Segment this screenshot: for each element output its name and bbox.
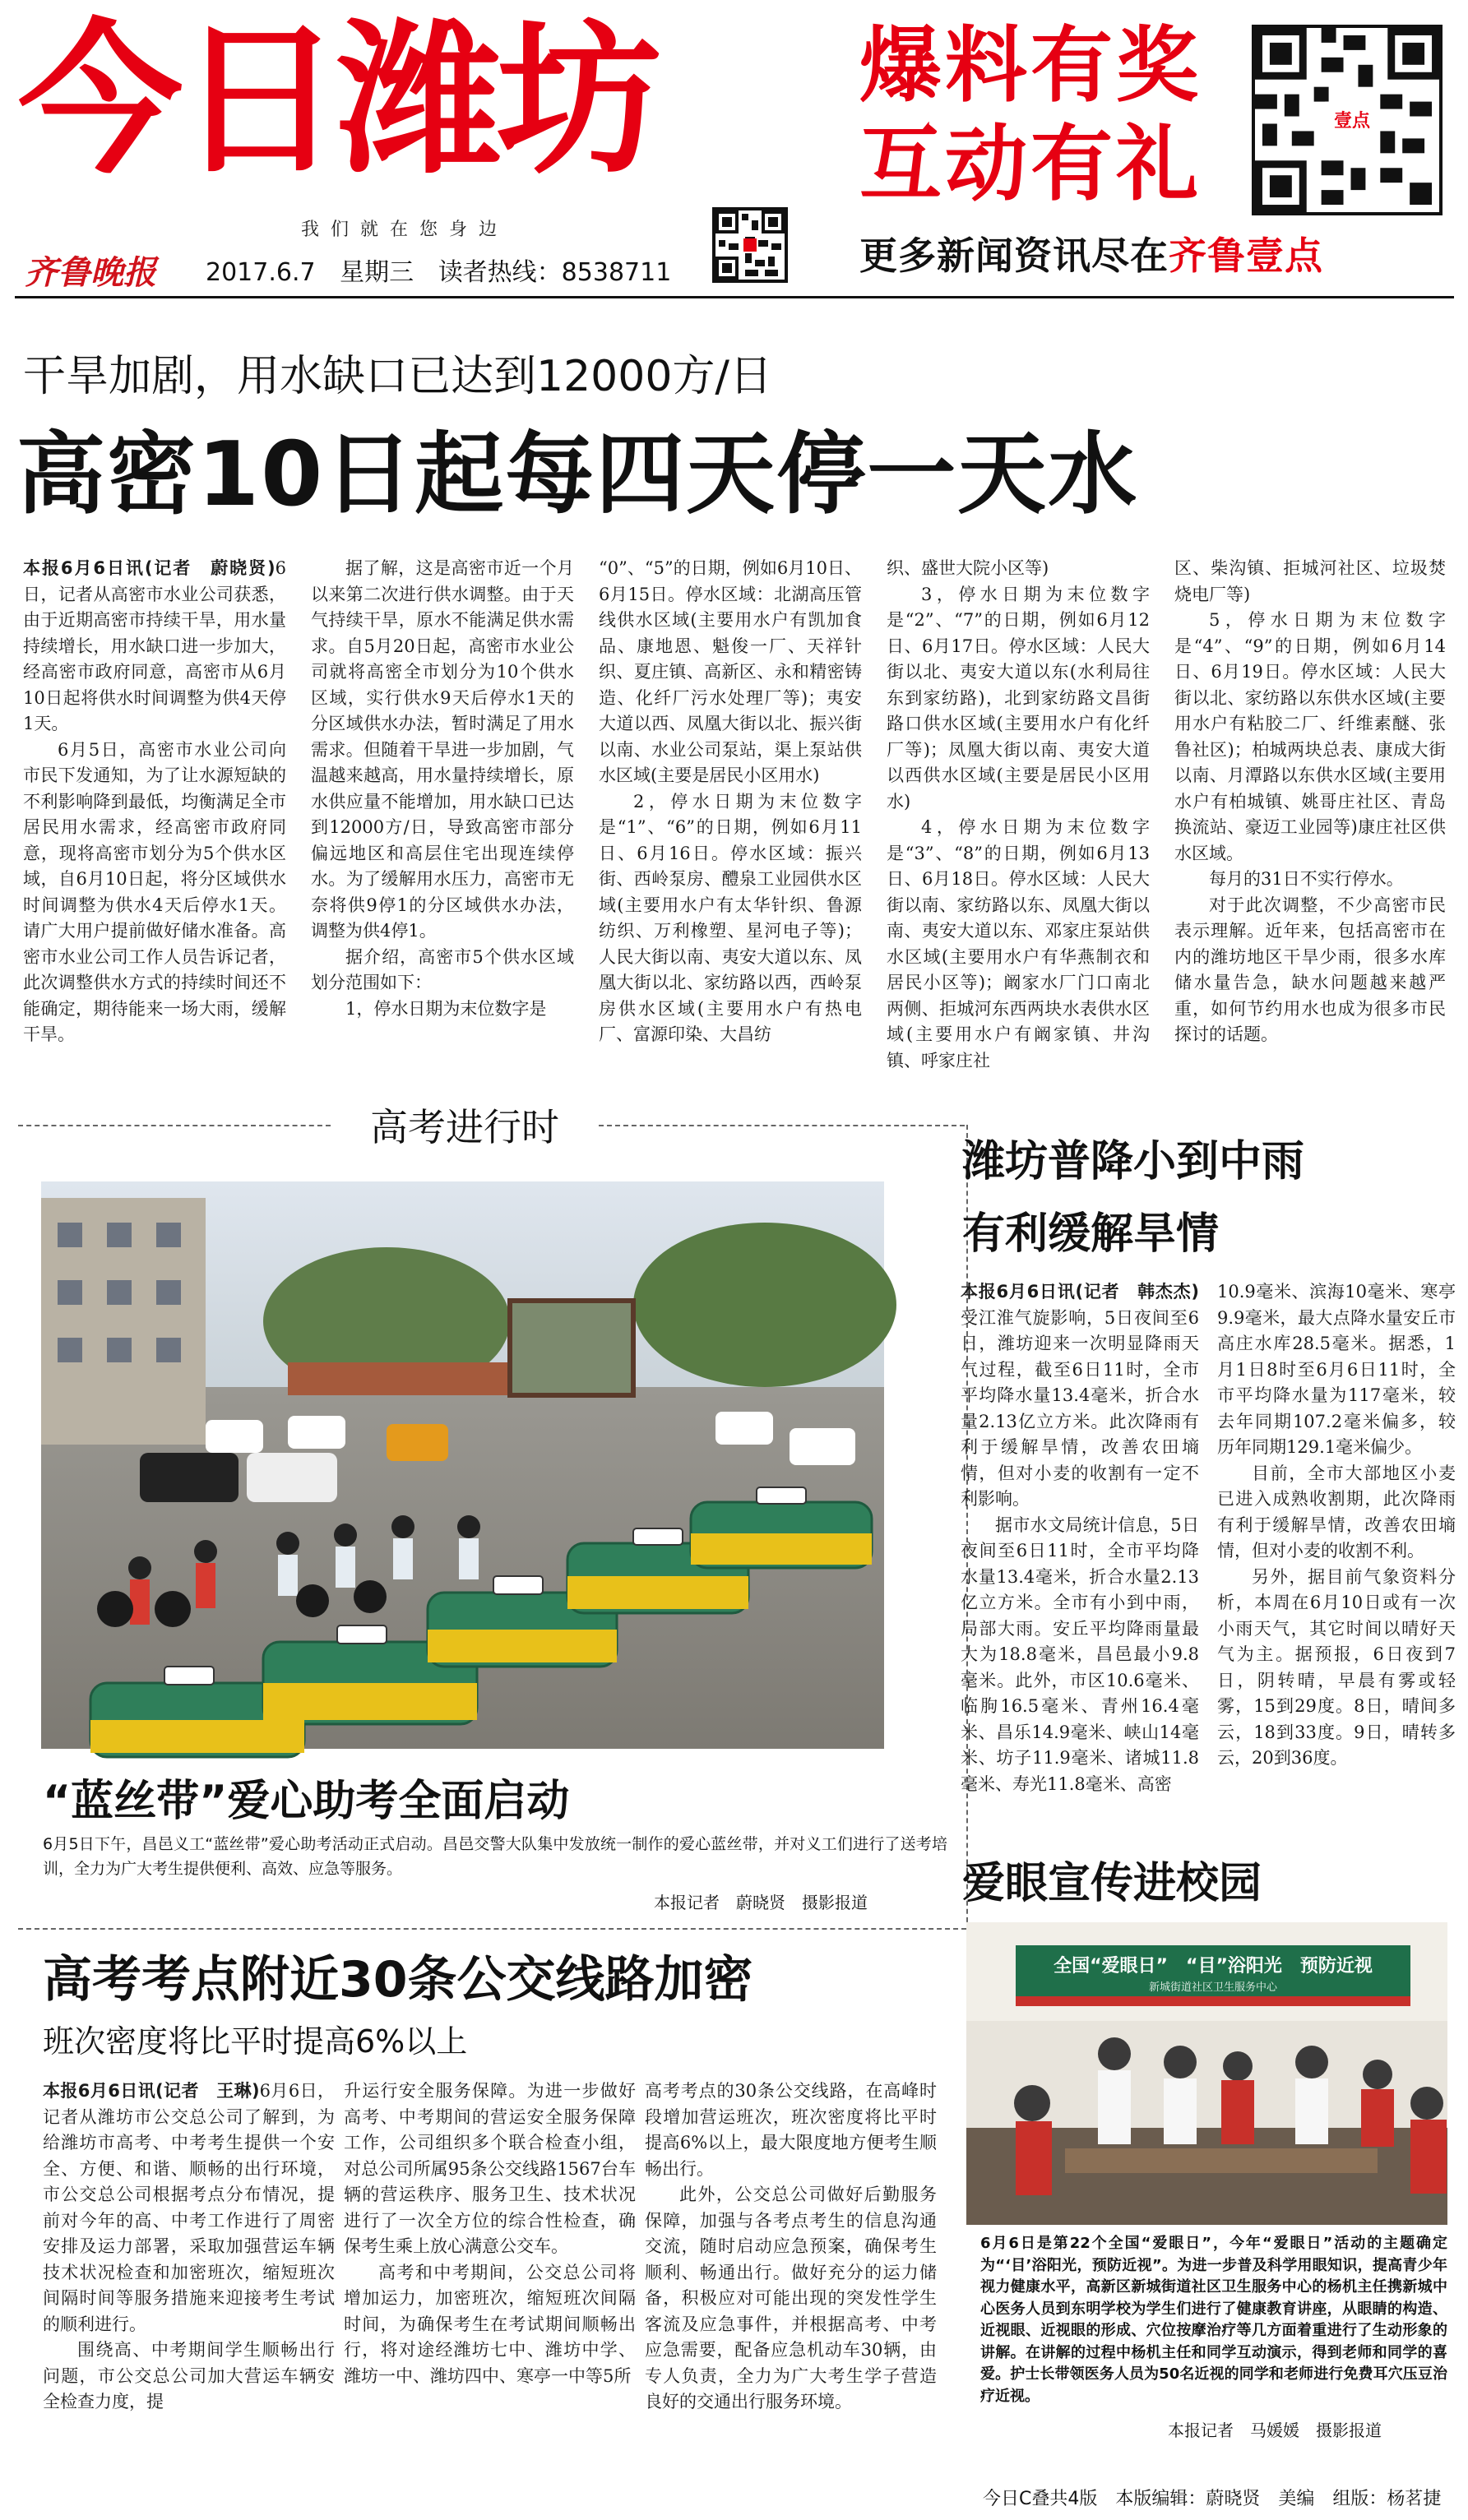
rain-column-1 (961, 1279, 1199, 1838)
bus-subheadline: 班次密度将比平时提高6%以上 (43, 2023, 468, 2060)
rain-col2-text: 10.9毫米、滨海10毫米、寒亭9.9毫米，最大点降水量安丘市高庄水库28.5毫米。据悉，1月1日8时至6月6日11时，全市平均降水量为117毫米，较去年同期107.2毫米偏多，较历年同期129.1毫米偏少。 (1217, 1282, 1456, 1457)
lead-column-1 (23, 556, 286, 1049)
lead-col5b-text: 5，停水日期为末位数字是“4”、“9”的日期，例如6月14日、6月19日。停水区域：人民大街以北、家纺路以东供水区域(主要用水户有粘胶二厂、纤维素醚、张鲁社区)；柏城两块总表、康成大街以南、月潭路以东供水区域(主要用水户有柏城镇、姚哥庄社区、青岛换流站、豪迈工业园等)康庄社区供水区域。 (1174, 610, 1446, 863)
rain-byline: 本报6月6日讯(记者 韩杰杰) (961, 1282, 1199, 1302)
lead-col2b-text: 据介绍，高密市5个供水区域划分范围如下： (311, 946, 574, 992)
bus-col2-text: 升运行安全服务保障。为进一步做好高考、中考期间的营运安全服务保障工作，公司组织多个联合检查小组，对总公司所属95条公交线路1567台车辆的营运秩序、服务卫生、技术状况进行了一次全方位的综合性检查，确保考生乘上放心满意公交车。 (344, 2081, 636, 2256)
rain-col2b-text: 目前，全市大部地区小麦已进入成熟收割期，此次降雨有利于缓解旱情，改善农田墒情，但对小麦的收割不利。 (1217, 1463, 1456, 1561)
rain-headline-1: 潍坊普降小到中雨 (962, 1137, 1305, 1186)
masthead-slogan: 我们就在您身边 (300, 220, 508, 240)
lead-col1-text: 6日，记者从高密市水业公司获悉，由于近期高密市持续干旱，用水量持续增长，用水缺口进一步加大，经高密市政府同意，高密市从6月10日起将供水时间调整为供4天停1天。 (23, 558, 286, 733)
promo-line-2: 互动有礼 (859, 116, 1202, 212)
promo-line-1: 爆料有奖 (859, 17, 1202, 113)
lead-col1b-text: 6月5日，高密市水业公司向市民下发通知，为了让水源短缺的不利影响降到最低，均衡满足全市居民用水需求，经高密市政府同意，现将高密市划分为5个供水区域，自6月10日起，将分区域供水时间调整为供水4天后停水1天。请广大用户提前做好储水准备。高密市水业公司工作人员告诉记者，此次调整供水方式的持续时间还不能确定，期待能来一场大雨，缓解干旱。 (23, 739, 286, 1044)
rain-col1-text: 受江淮气旋影响，5日夜间至6日，潍坊迎来一次明显降雨天气过程，截至6日11时，全市平均降水量13.4毫米，折合水量2.13亿立方米。此次降雨有利于缓解旱情，改善农田墒情，但对小麦的收割有一定不利影响。 (961, 1307, 1199, 1509)
lead-col5d-text: 对于此次调整，不少高密市民表示理解。近年来，包括高密市在内的潍坊地区干旱少雨，很多水库储水量告急，缺水问题越来越严重，如何节约用水也成为很多市民探讨的话题。 (1174, 895, 1446, 1044)
lead-col4-text: 织、盛世大院小区等) (887, 558, 1049, 578)
bus-column-3 (645, 2078, 937, 2490)
section-rule-left (18, 1125, 331, 1126)
bus-col1b-text: 围绕高、中考期间学生顺畅出行问题，市公交总公司加大营运车辆安全检查力度，提 (43, 2340, 335, 2411)
lead-column-2 (311, 556, 574, 1049)
lead-column-4 (887, 556, 1150, 1070)
rain-column-2 (1217, 1279, 1456, 1838)
eye-banner-text: 全国“爱眼日” “目”浴阳光 预防近视 (1054, 1956, 1373, 1977)
eye-credit: 本报记者 马媛媛 摄影报道 (1168, 2421, 1382, 2440)
gaokao-section-title: 高考进行时 (370, 1105, 559, 1149)
dateline (206, 252, 699, 288)
lead-headline: 高密10日起每四天停一天水 (16, 423, 1139, 526)
lead-col5-text: 区、柴沟镇、拒城河社区、垃圾焚烧电厂等) (1174, 558, 1446, 604)
lead-byline: 本报6月6日讯(记者 蔚晓贤) (23, 558, 276, 578)
bus-column-2 (344, 2078, 636, 2490)
promo-qr-code[interactable] (1252, 25, 1443, 215)
bus-col3-text: 高考考点的30条公交线路，在高峰时段增加营运班次，班次密度将比平时提高6%以上，最大限度地方便考生顺畅出行。 (645, 2081, 937, 2179)
lead-col4b-text: 3，停水日期为末位数字是“2”、“7”的日期，例如6月12日、6月17日。停水区域：人民大街以北、夷安大道以东(水利局往东到家纺路)，北到家纺路文昌街路口供水区域(主要用水户有化纤厂等)；凤凰大街以南、夷安大道以西供水区域(主要是居民小区用水) (887, 584, 1150, 811)
bus-column-1 (43, 2078, 335, 2490)
bus-col1-text: 6月6日，记者从潍坊市公交总公司了解到，为给潍坊市高考、中考考生提供一个安全、方便、和谐、顺畅的出行环境，市公交总公司根据考点分布情况，提前对今年的高、中考工作进行了周密安排及运力部署，采取加强营运车辆技术状况检查和加密班次，缩短班次间隔时间等服务措施来迎接考生考试的顺利进行。 (43, 2081, 335, 2334)
qr-label: 壹点 (1327, 109, 1377, 135)
lead-column-5 (1174, 556, 1446, 1049)
bus-col2b-text: 高考和中考期间，公交总公司将增加运力，加密班次，缩短班次间隔时间，为确保考生在考试期间顺畅出行，将对途经潍坊七中、潍坊中学、潍坊一中、潍坊四中、寒亭一中等5所 (344, 2262, 636, 2386)
issue-date: 2017.6.7 (206, 258, 316, 287)
photo-credit: 本报记者 蔚晓贤 摄影报道 (654, 1893, 868, 1912)
lead-col2c-text: 1，停水日期为末位数字是 (345, 998, 547, 1019)
bus-byline: 本报6月6日讯(记者 王琳) (43, 2081, 260, 2101)
eye-headline: 爱眼宣传进校园 (962, 1859, 1262, 1908)
gaokao-box-bottom (18, 1928, 966, 1930)
lead-kicker: 干旱加剧，用水缺口已达到12000方/日 (23, 352, 772, 401)
bus-col3b-text: 此外，公交总公司做好后勤服务保障，加强与各考点考生的信息沟通交流，随时启动应急预案，确保考生顺利、畅通出行。做好充分的运力储备，积极应对可能出现的突发性学生客流及应急事件，并根据高考、中考应急需要，配备应急机动车30辆，由专人负责，全力为广大考生学子营造良好的交通出行服务环境。 (645, 2185, 937, 2411)
photo-title: “蓝丝带”爱心助考全面启动 (43, 1777, 570, 1826)
promo-tagline (859, 226, 1452, 280)
eye-day-photo (966, 1922, 1447, 2225)
masthead-rule (15, 296, 1454, 298)
blue-ribbon-photo (41, 1181, 884, 1749)
rain-col1b-text: 据市水文局统计信息，5日夜间至6日11时，全市平均降水量13.4毫米，折合水量2.13亿立方米。全市有小到中雨，局部大雨。安丘平均降雨量最大为18.8毫米，昌邑最小9.8毫米。此外，市区10.6毫米、临朐16.5毫米、青州16.4毫米、昌乐14.9毫米、峡山14毫米、坊子11.9毫米、诸城11.8毫米、寿光11.8毫米、高密 (961, 1514, 1199, 1794)
rain-headline-2: 有利缓解旱情 (962, 1209, 1220, 1259)
paper-name: 齐鲁晚报 (25, 253, 156, 292)
lead-col3-text: “0”、“5”的日期，例如6月10日、6月15日。停水区域：北湖高压管线供水区域(主要用水户有凯加食品、康地恩、魁俊一厂、天祥针织、夏庄镇、高新区、永和精密铸造、化纤厂污水处理厂等)；夷安大道以西、凤凰大街以北、振兴街以南、水业公司泵站，渠上泵站供水区域(主要是居民小区用水) (599, 558, 862, 785)
masthead-logo: 今日潍坊 (18, 5, 657, 197)
lead-col3b-text: 2，停水日期为末位数字是“1”、“6”的日期，例如6月11日、6月16日。停水区域：振兴街、西岭泵房、醴泉工业园供水区域(主要用水户有太华针织、鲁源纺织、万利橡塑、星河电子等)；人民大街以南、夷安大道以东、凤凰大街以北、家纺路以西，西岭泵房供水区域(主要用水户有热电厂、富源印染、大昌纺 (599, 791, 862, 1044)
page-footer: 今日C叠共4版 本版编辑：蔚晓贤 美编 组版：杨茗捷 (983, 2489, 1442, 2509)
promo-tagline-text: 更多新闻资讯尽在 (859, 234, 1169, 278)
bus-headline: 高考考点附近30条公交线路加密 (43, 1951, 753, 2009)
eye-caption: 6月6日是第22个全国“爱眼日”，今年“爱眼日”活动的主题确定为“‘目’浴阳光，预防近视”。为进一步普及科学用眼知识，提高青少年视力健康水平，高新区新城街道社区卫生服务中心的杨机主任携新城中心医务人员到东明学校为学生们进行了健康教育讲座，从眼睛的构造、近视眼、近视眼的形成、穴位按摩治疗等几方面着重进行了生动形象的讲解。在讲解的过程中杨机主任和同学互动演示，得到老师和同学的喜爱。护士长带领医务人员为50名近视的同学和老师进行免费耳穴压豆治疗近视。 (980, 2235, 1447, 2405)
photo-illustration (41, 1181, 884, 1749)
section-rule-right (599, 1125, 965, 1126)
qr-pattern (715, 210, 785, 280)
small-qr-code[interactable] (712, 207, 788, 283)
photo-caption: 6月5日下午，昌邑义工“蓝丝带”爱心助考活动正式启动。昌邑交警大队集中发放统一制作的爱心蓝丝带，并对义工们进行了送考培训，全力为广大考生提供便利、高效、应急等服务。 (43, 1835, 947, 1878)
reader-hotline: 读者热线：8538711 (438, 258, 672, 287)
eye-banner-subtext: 新城街道社区卫生服务中心 (1148, 1981, 1277, 1994)
promo-brand: 齐鲁壹点 (1169, 234, 1323, 278)
lead-col5c-text: 每月的31日不实行停水。 (1209, 869, 1404, 889)
lead-col4c-text: 4，停水日期为末位数字是“3”、“8”的日期，例如6月13日、6月18日。停水区域：人民大街以南、家纺路以东、凤凰大街以南、夷安大道以东、邓家庄泵站供水区域(主要用水户有华燕制衣和居民小区等)；阚家水厂门口南北两侧、拒城河东西两块水表供水区域(主要用水户有阚家镇、井沟镇、呼家庄社 (887, 817, 1150, 1070)
lead-column-3 (599, 556, 862, 1049)
issue-weekday: 星期三 (340, 258, 414, 287)
rain-col2c-text: 另外，据目前气象资料分析，本周在6月10日或有一次小雨天气，其它时间以晴好天气为主。据预报，6日夜到7日，阴转晴，早晨有雾或轻雾，15到29度。8日，晴间多云，18到33度。9日，晴转多云，20到36度。 (1217, 1566, 1456, 1768)
lead-col2-text: 据了解，这是高密市近一个月以来第二次进行供水调整。由于天气持续干旱，原水不能满足供水需求。自5月20日起，高密市水业公司就将高密全市划分为10个供水区域，实行供水9天后停水1天的分区域供水办法，暂时满足了用水需求。但随着干旱进一步加剧，气温越来越高，用水量持续增长，原水供应量不能增加，用水缺口已达到12000方/日，导致高密市部分偏远地区和高层住宅出现连续停水。为了缓解用水压力，高密市无奈将供9停1的分区域供水办法，调整为供4停1。 (311, 558, 574, 941)
